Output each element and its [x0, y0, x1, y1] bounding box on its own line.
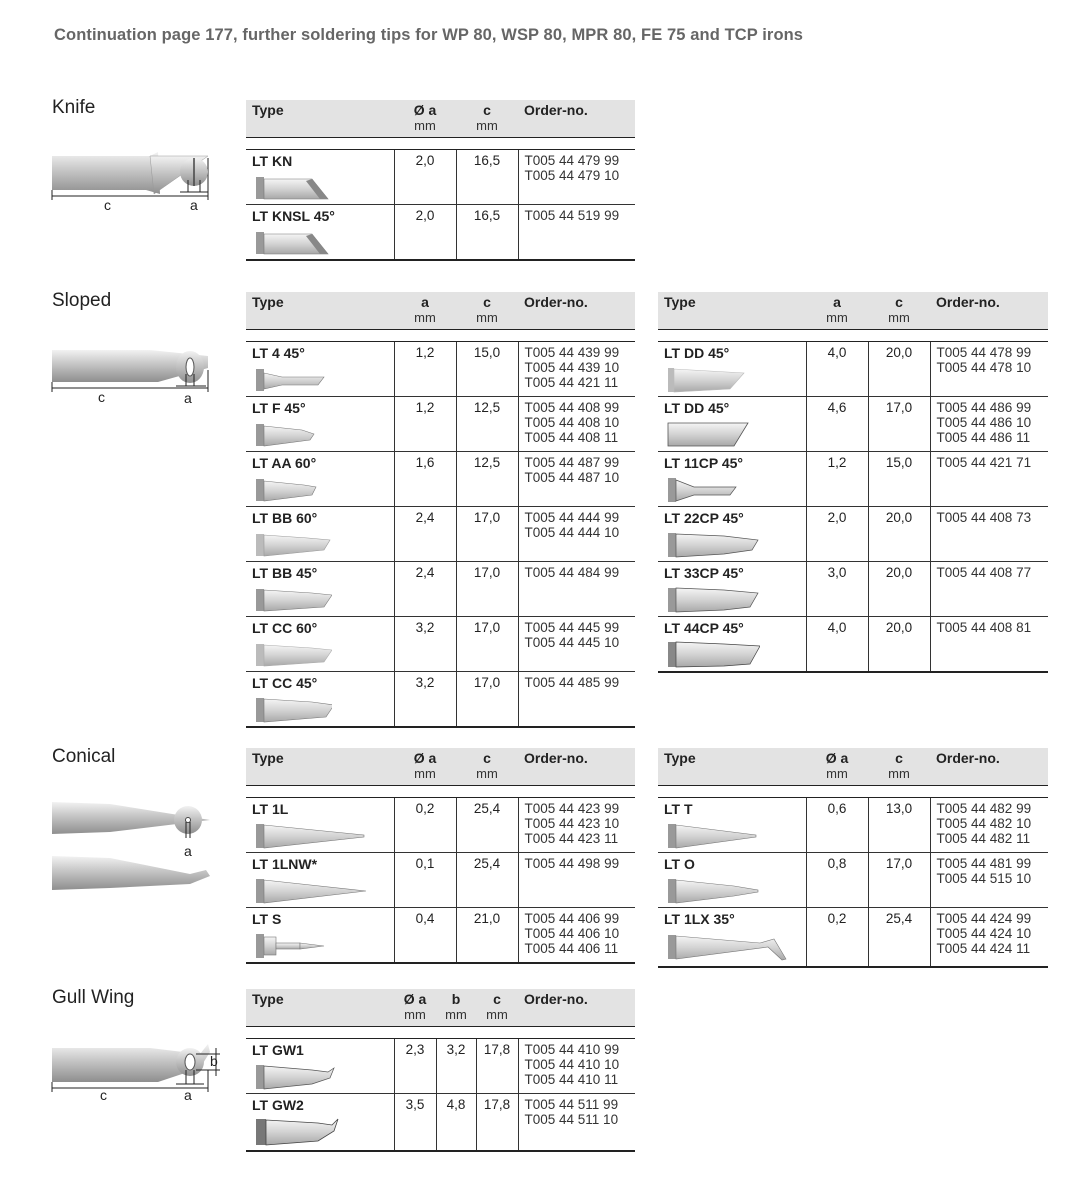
sloped-tip-illustration: [50, 342, 220, 408]
order-no: T005 44 423 10: [524, 816, 620, 831]
c-value: 17,0: [868, 853, 930, 908]
tip-type: LT DD 45°: [664, 400, 730, 416]
c-header: c mm: [456, 292, 518, 330]
a-value: 0,1: [394, 853, 456, 908]
table-row: [246, 1039, 635, 1094]
order-no: T005 44 498 99: [524, 856, 620, 871]
tip-shape-icon: [252, 420, 332, 448]
tip-type: LT GW2: [252, 1097, 304, 1113]
a-value: 0,2: [806, 908, 868, 968]
tip-shape-icon: [664, 530, 760, 558]
c-value: 16,5: [456, 150, 518, 205]
order-no: T005 44 511 99: [524, 1097, 619, 1112]
a-header: a mm: [806, 292, 868, 330]
order-no: T005 44 444 99: [524, 510, 620, 525]
tip-type: LT 1L: [252, 801, 289, 817]
conical-table-left: [246, 748, 635, 964]
gullwing-table: [246, 989, 635, 1152]
table-row: [658, 798, 1048, 853]
order-no: T005 44 445 10: [524, 635, 620, 650]
order-no: T005 44 487 99: [524, 455, 620, 470]
order-no: T005 44 408 81: [936, 620, 1032, 635]
sloped-table-right: [658, 292, 1048, 673]
table-row: [658, 342, 1048, 397]
conical-a-label: a: [184, 843, 192, 859]
tip-type: LT 4 45°: [252, 345, 305, 361]
tip-type: LT 22CP 45°: [664, 510, 744, 526]
order-no: T005 44 479 10: [524, 168, 620, 183]
tip-type: LT F 45°: [252, 400, 306, 416]
table-row: [658, 853, 1048, 908]
conical-section-title: Conical: [52, 746, 116, 767]
table-row: [246, 507, 635, 562]
order-no: T005 44 408 10: [524, 415, 620, 430]
a-value: 4,6: [806, 397, 868, 452]
order-no: T005 44 478 99: [936, 345, 1032, 360]
table-row: [246, 798, 635, 853]
order-no: T005 44 444 10: [524, 525, 620, 540]
tip-shape-icon: [664, 420, 750, 448]
gullwing-b-label: b: [210, 1053, 218, 1069]
order-header: Order-no.: [930, 292, 1048, 330]
c-value: 25,4: [456, 798, 518, 853]
order-no: T005 44 410 99: [524, 1042, 620, 1057]
c-value: 17,0: [456, 562, 518, 617]
c-value: 17,0: [868, 397, 930, 452]
order-no: T005 44 406 11: [524, 941, 619, 956]
tip-type: LT KNSL 45°: [252, 208, 335, 224]
sloped-table-left: [246, 292, 635, 728]
table-row: [246, 452, 635, 507]
a-value: 0,2: [394, 798, 456, 853]
tip-shape-icon: [252, 876, 368, 904]
table-row: [246, 150, 635, 205]
c-value: 17,8: [476, 1094, 518, 1152]
order-no: T005 44 424 99: [936, 911, 1032, 926]
table-row: [246, 562, 635, 617]
c-header: c mm: [868, 292, 930, 330]
tip-shape-icon: [664, 821, 760, 849]
type-header: Type: [658, 748, 806, 786]
order-header: Order-no.: [930, 748, 1048, 786]
tip-shape-icon: [664, 640, 760, 668]
a-value: 2,3: [394, 1039, 436, 1094]
table-row: [658, 507, 1048, 562]
a-header: Ø a mm: [394, 100, 456, 138]
tip-type: LT 1LX 35°: [664, 911, 735, 927]
order-no: T005 44 482 11: [936, 831, 1031, 846]
type-header: Type: [246, 748, 394, 786]
tip-type: LT S: [252, 911, 282, 927]
a-value: 2,4: [394, 507, 456, 562]
table-row: [658, 397, 1048, 452]
b-value: 3,2: [436, 1039, 476, 1094]
tip-shape-icon: [252, 695, 332, 723]
a-value: 3,2: [394, 617, 456, 672]
order-no: T005 44 519 99: [524, 208, 620, 223]
tip-shape-icon: [252, 1062, 336, 1090]
a-value: 4,0: [806, 342, 868, 397]
table-row: [246, 617, 635, 672]
knife-section-title: Knife: [52, 97, 96, 118]
order-no: T005 44 408 77: [936, 565, 1032, 580]
order-no: T005 44 486 10: [936, 415, 1032, 430]
table-row: [246, 397, 635, 452]
order-no: T005 44 485 99: [524, 675, 620, 690]
type-header: Type: [658, 292, 806, 330]
sloped-c-label: c: [98, 389, 105, 405]
order-no: T005 44 406 10: [524, 926, 620, 941]
order-no: T005 44 478 10: [936, 360, 1032, 375]
tip-shape-icon: [252, 530, 332, 558]
type-header: Type: [246, 292, 394, 330]
tip-shape-icon: [252, 931, 332, 959]
order-no: T005 44 486 99: [936, 400, 1032, 415]
c-value: 12,5: [456, 452, 518, 507]
tip-shape-icon: [664, 365, 746, 393]
order-no: T005 44 482 10: [936, 816, 1032, 831]
knife-tip-illustration: [50, 150, 220, 216]
a-value: 0,4: [394, 908, 456, 964]
tip-shape-icon: [252, 173, 332, 201]
a-value: 1,2: [806, 452, 868, 507]
order-no: T005 44 410 11: [524, 1072, 619, 1087]
tip-type: LT 33CP 45°: [664, 565, 744, 581]
order-no: T005 44 481 99: [936, 856, 1032, 871]
tip-type: LT 1LNW*: [252, 856, 318, 872]
order-header: Order-no.: [518, 748, 635, 786]
table-row: [246, 908, 635, 964]
c-value: 17,0: [456, 672, 518, 728]
a-value: 2,0: [394, 205, 456, 261]
c-header: c mm: [476, 989, 518, 1027]
tip-type: LT KN: [252, 153, 293, 169]
table-row: [658, 452, 1048, 507]
table-row: [246, 853, 635, 908]
order-no: T005 44 439 10: [524, 360, 620, 375]
order-header: Order-no.: [518, 292, 635, 330]
tip-shape-icon: [252, 228, 332, 256]
tip-shape-icon: [252, 1117, 340, 1147]
order-no: T005 44 486 11: [936, 430, 1031, 445]
tip-type: LT CC 60°: [252, 620, 318, 636]
tip-shape-icon: [252, 821, 368, 849]
c-value: 15,0: [868, 452, 930, 507]
order-no: T005 44 408 11: [524, 430, 619, 445]
type-header: Type: [246, 100, 394, 138]
order-header: Order-no.: [518, 989, 635, 1027]
c-value: 21,0: [456, 908, 518, 964]
knife-a-label: a: [190, 197, 198, 213]
order-no: T005 44 439 99: [524, 345, 620, 360]
order-no: T005 44 408 99: [524, 400, 620, 415]
b-value: 4,8: [436, 1094, 476, 1152]
a-header: Ø a mm: [394, 748, 456, 786]
a-header: a mm: [394, 292, 456, 330]
c-value: 20,0: [868, 342, 930, 397]
tip-type: LT 11CP 45°: [664, 455, 744, 471]
gullwing-c-label: c: [100, 1087, 107, 1103]
order-no: T005 44 445 99: [524, 620, 620, 635]
c-value: 20,0: [868, 507, 930, 562]
order-no: T005 44 421 11: [524, 375, 619, 390]
table-row: [246, 342, 635, 397]
order-no: T005 44 424 11: [936, 941, 1031, 956]
order-no: T005 44 421 71: [936, 455, 1032, 470]
a-value: 3,2: [394, 672, 456, 728]
table-row: [246, 1094, 635, 1152]
tip-shape-icon: [664, 931, 788, 963]
a-value: 0,6: [806, 798, 868, 853]
order-no: T005 44 479 99: [524, 153, 620, 168]
tip-shape-icon: [252, 475, 332, 503]
c-value: 25,4: [868, 908, 930, 968]
a-value: 1,6: [394, 452, 456, 507]
c-value: 20,0: [868, 562, 930, 617]
order-no: T005 44 515 10: [936, 871, 1032, 886]
a-value: 4,0: [806, 617, 868, 673]
table-row: [658, 562, 1048, 617]
knife-table: [246, 100, 635, 261]
a-value: 3,5: [394, 1094, 436, 1152]
a-value: 3,0: [806, 562, 868, 617]
order-no: T005 44 423 99: [524, 801, 620, 816]
sloped-section-title: Sloped: [52, 290, 112, 311]
a-value: 1,2: [394, 397, 456, 452]
tip-type: LT O: [664, 856, 695, 872]
tip-type: LT 44CP 45°: [664, 620, 744, 636]
b-header: b mm: [436, 989, 476, 1027]
sloped-a-label: a: [184, 390, 192, 406]
order-header: Order-no.: [518, 100, 635, 138]
c-header: c mm: [868, 748, 930, 786]
tip-type: LT GW1: [252, 1042, 304, 1058]
c-value: 12,5: [456, 397, 518, 452]
order-no: T005 44 408 73: [936, 510, 1032, 525]
tip-type: LT T: [664, 801, 693, 817]
gullwing-a-label: a: [184, 1087, 192, 1103]
c-value: 13,0: [868, 798, 930, 853]
table-row: [658, 617, 1048, 673]
c-header: c mm: [456, 748, 518, 786]
order-no: T005 44 406 99: [524, 911, 620, 926]
a-value: 2,4: [394, 562, 456, 617]
tip-type: LT CC 45°: [252, 675, 318, 691]
a-value: 0,8: [806, 853, 868, 908]
table-row: [246, 672, 635, 728]
c-value: 25,4: [456, 853, 518, 908]
tip-shape-icon: [664, 475, 744, 503]
order-no: T005 44 482 99: [936, 801, 1032, 816]
a-header: Ø a mm: [806, 748, 868, 786]
tip-type: LT BB 60°: [252, 510, 318, 526]
conical-tip-illustration: [50, 798, 220, 894]
tip-type: LT BB 45°: [252, 565, 318, 581]
a-value: 2,0: [394, 150, 456, 205]
table-row: [658, 908, 1048, 968]
c-value: 15,0: [456, 342, 518, 397]
conical-table-right: [658, 748, 1048, 968]
tip-type: LT AA 60°: [252, 455, 317, 471]
type-header: Type: [246, 989, 394, 1027]
order-no: T005 44 487 10: [524, 470, 620, 485]
gullwing-tip-illustration: [50, 1040, 230, 1106]
c-value: 16,5: [456, 205, 518, 261]
tip-shape-icon: [664, 585, 760, 613]
order-no: T005 44 423 11: [524, 831, 619, 846]
c-value: 17,8: [476, 1039, 518, 1094]
c-header: c mm: [456, 100, 518, 138]
order-no: T005 44 410 10: [524, 1057, 620, 1072]
knife-c-label: c: [104, 197, 111, 213]
a-value: 1,2: [394, 342, 456, 397]
a-value: 2,0: [806, 507, 868, 562]
tip-shape-icon: [252, 585, 332, 613]
table-row: [246, 205, 635, 261]
c-value: 20,0: [868, 617, 930, 673]
tip-shape-icon: [252, 365, 332, 393]
order-no: T005 44 484 99: [524, 565, 620, 580]
tip-shape-icon: [664, 876, 760, 904]
c-value: 17,0: [456, 617, 518, 672]
page-header: Continuation page 177, further soldering tips for WP 80, WSP 80, MPR 80, FE 75 and TCP irons: [54, 26, 804, 44]
order-no: T005 44 511 10: [524, 1112, 619, 1127]
tip-type: LT DD 45°: [664, 345, 730, 361]
c-value: 17,0: [456, 507, 518, 562]
a-header: Ø a mm: [394, 989, 436, 1027]
order-no: T005 44 424 10: [936, 926, 1032, 941]
gullwing-section-title: Gull Wing: [52, 987, 135, 1008]
tip-shape-icon: [252, 640, 332, 668]
